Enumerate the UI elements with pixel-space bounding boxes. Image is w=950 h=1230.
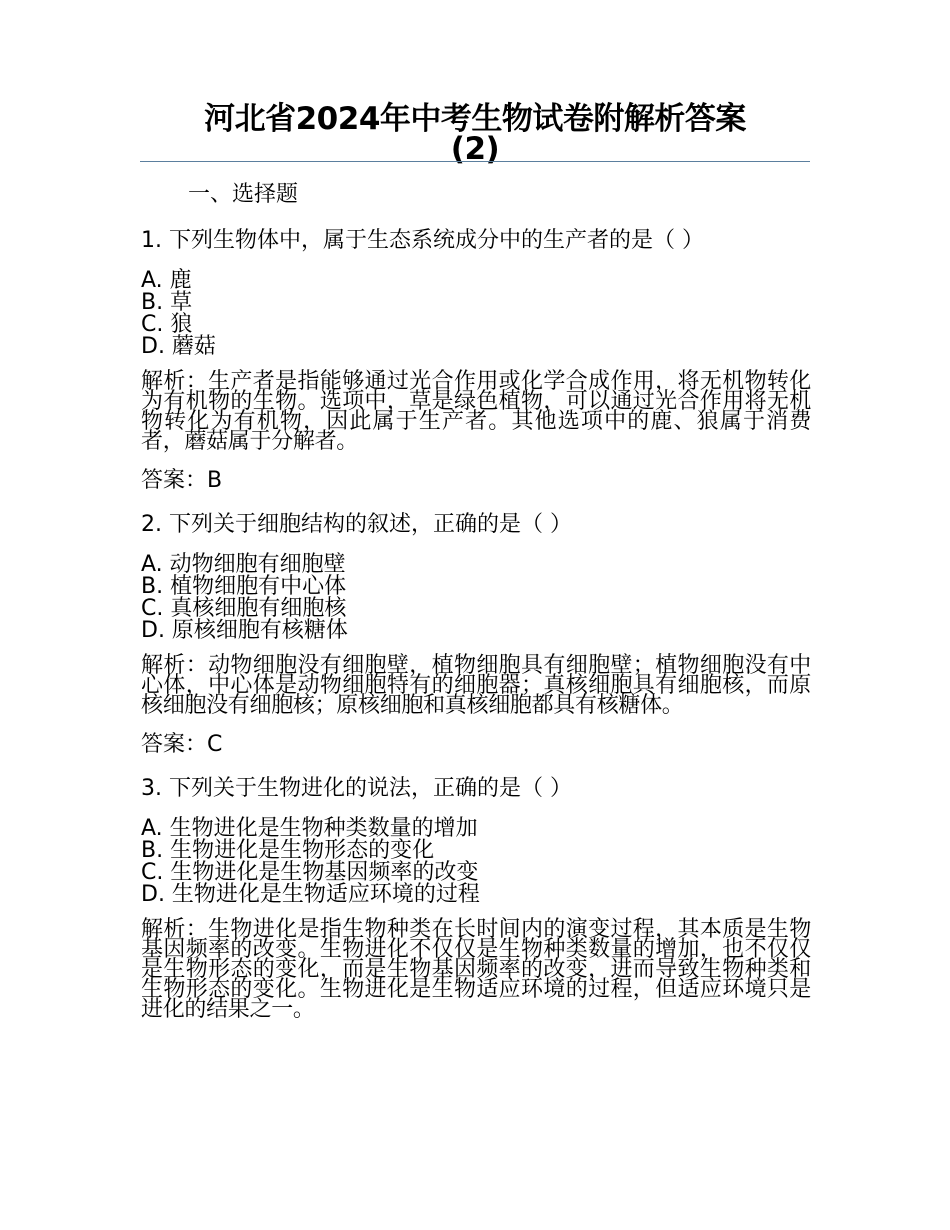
option: A. 动物细胞有细胞壁 <box>141 552 346 577</box>
options-list <box>141 818 811 906</box>
explanation: 解析：动物细胞没有细胞壁，植物细胞具有细胞壁；植物细胞没有中心体，中心体是动物细胞特有的细胞器；真核细胞具有细胞核，而原核细胞没有细胞核；原核细胞和真核细胞都具有核糖体。 <box>141 653 811 718</box>
answer: 答案：C <box>141 732 223 757</box>
option: D. 蘑菇 <box>141 334 216 359</box>
answer: 答案：B <box>141 468 223 493</box>
question-stem: 1. 下列生物体中，属于生态系统成分中的生产者的是（ ） <box>141 228 704 253</box>
document-body <box>141 180 811 1034</box>
option: A. 生物进化是生物种类数量的增加 <box>141 816 478 841</box>
section-heading: 一、选择题 <box>188 182 299 207</box>
option: D. 原核细胞有核糖体 <box>141 618 348 643</box>
question-block <box>141 774 811 1020</box>
option: B. 植物细胞有中心体 <box>141 574 347 599</box>
document-title <box>140 101 810 167</box>
title-line-2: (2) <box>450 131 500 167</box>
title-line-1: 河北省2024年中考生物试卷附解析答案 <box>204 101 746 137</box>
option: B. 草 <box>141 290 193 315</box>
option: C. 真核细胞有细胞核 <box>141 596 347 621</box>
question-stem: 3. 下列关于生物进化的说法，正确的是（ ） <box>141 776 572 801</box>
options-list <box>141 270 811 358</box>
question-block <box>141 510 811 760</box>
question-block <box>141 226 811 496</box>
option: C. 狼 <box>141 312 193 337</box>
question-stem: 2. 下列关于细胞结构的叙述，正确的是（ ） <box>141 512 572 537</box>
option: C. 生物进化是生物基因频率的改变 <box>141 860 479 885</box>
explanation: 解析：生产者是指能够通过光合作用或化学合成作用，将无机物转化为有机物的生物。选项中，草是绿色植物，可以通过光合作用将无机物转化为有机物，因此属于生产者。其他选项中的鹿、狼属于消费者，蘑菇属于分解者。 <box>141 369 811 454</box>
options-list <box>141 554 811 642</box>
explanation: 解析：生物进化是指生物种类在长时间内的演变过程，其本质是生物基因频率的改变。生物进化不仅仅是生物种类数量的增加，也不仅仅是生物形态的变化，而是生物基因频率的改变，进而导致生物种类和生物形态的变化。生物进化是生物适应环境的过程，但适应环境只是进化的结果之一。 <box>141 917 811 1022</box>
title-underline <box>140 161 810 162</box>
option: A. 鹿 <box>141 268 192 293</box>
option: D. 生物进化是生物适应环境的过程 <box>141 882 480 907</box>
option: B. 生物进化是生物形态的变化 <box>141 838 435 863</box>
